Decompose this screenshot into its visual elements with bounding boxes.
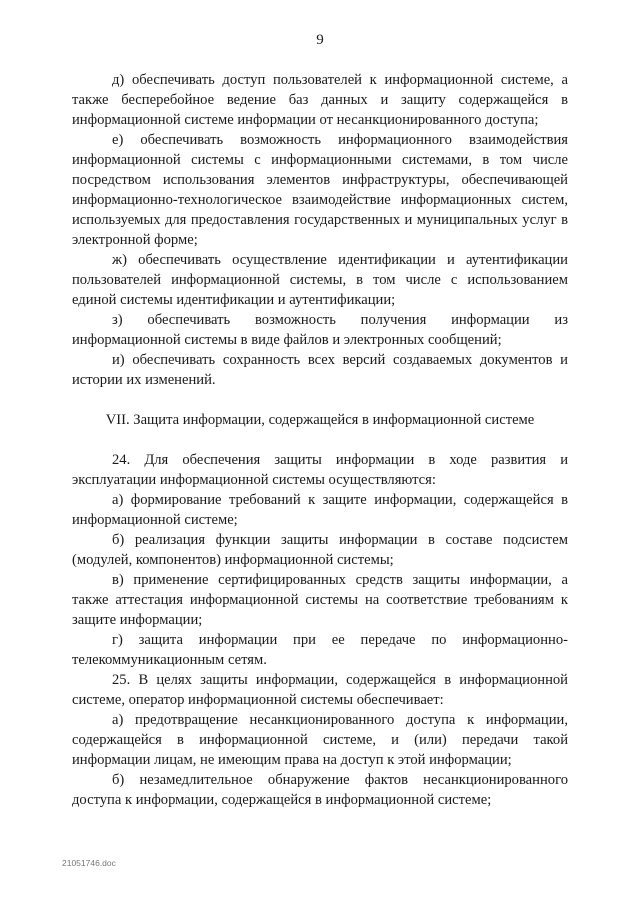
list-item-d: д) обеспечивать доступ пользователей к информационной системе, а также бесперебойное ведение баз данных и защиту содержащейся в информационной системе информации от несанкционированного доступа; [72, 72, 568, 128]
document-body [72, 70, 568, 810]
list-item-zh: ж) обеспечивать осуществление идентификации и аутентификации пользователей информационной системы, в том числе с использованием единой системы идентификации и аутентификации; [72, 252, 568, 308]
clause-24-item-v: в) применение сертифицированных средств защиты информации, а также аттестация информационной системы на соответствие требованиям к защите информации; [72, 572, 568, 628]
footer-filename: 21051746.doc [62, 858, 116, 868]
list-item-e: е) обеспечивать возможность информационного взаимодействия информационной системы с информационными системами, в том числе посредством использования элементов инфраструктуры, обеспечивающей информационно-технологическое взаимодействие информационных систем, используемых для предоставления государственных и муниципальных услуг в электронной форме; [72, 132, 568, 248]
clause-24-item-a: а) формирование требований к защите информации, содержащейся в информационной системе; [72, 492, 568, 528]
clause-25-item-b: б) незамедлительное обнаружение фактов несанкционированного доступа к информации, содержащейся в информационной системе; [72, 772, 568, 808]
page-number: 9 [316, 32, 324, 48]
list-item-i: и) обеспечивать сохранность всех версий создаваемых документов и истории их изменений. [72, 352, 568, 388]
clause-24-item-b: б) реализация функции защиты информации в составе подсистем (модулей, компонентов) информационной системы; [72, 532, 568, 568]
section-heading: VII. Защита информации, содержащейся в информационной системе [105, 412, 535, 428]
clause-24-intro: 24. Для обеспечения защиты информации в ходе развития и эксплуатации информационной системы осуществляются: [72, 452, 568, 488]
list-item-z: з) обеспечивать возможность получения информации из информационной системы в виде файлов и электронных сообщений; [72, 312, 568, 348]
clause-25-item-a: а) предотвращение несанкционированного доступа к информации, содержащейся в информационной системе, и (или) передачи такой информации лицам, не имеющим права на доступ к этой информации; [72, 712, 568, 768]
clause-24-item-g: г) защита информации при ее передаче по информационно-телекоммуникационным сетям. [72, 632, 568, 668]
clause-25-intro: 25. В целях защиты информации, содержащейся в информационной системе, оператор информационной системы обеспечивает: [72, 672, 568, 708]
